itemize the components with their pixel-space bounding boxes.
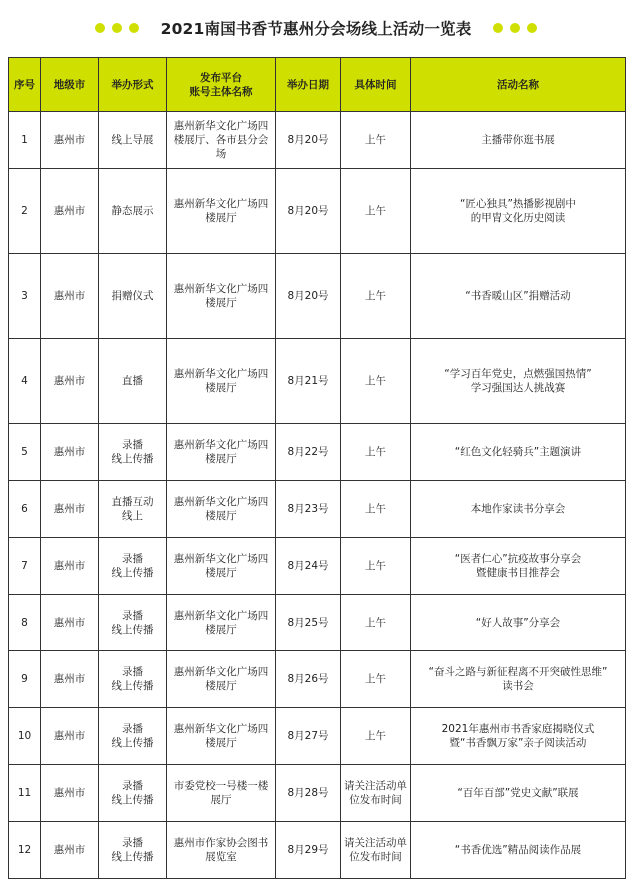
cell-date: 8月27号 [276, 708, 341, 765]
cell-form: 录播 线上传播 [99, 651, 167, 708]
cell-activity: “学习百年党史，点燃强国热情” 学习强国达人挑战赛 [411, 339, 626, 424]
cell-city: 惠州市 [41, 765, 99, 822]
dot-icon [510, 23, 520, 33]
cell-time: 上午 [341, 169, 411, 254]
cell-date: 8月23号 [276, 481, 341, 538]
cell-form: 录播 线上传播 [99, 765, 167, 822]
cell-date: 8月20号 [276, 112, 341, 169]
cell-time: 上午 [341, 708, 411, 765]
cell-time: 上午 [341, 481, 411, 538]
cell-city: 惠州市 [41, 254, 99, 339]
cell-date: 8月26号 [276, 651, 341, 708]
dot-icon [129, 23, 139, 33]
cell-activity: 2021年惠州市书香家庭揭晓仪式 暨“书香飘万家”亲子阅读活动 [411, 708, 626, 765]
cell-no: 9 [9, 651, 41, 708]
cell-platform: 惠州新华文化广场四楼展厅 [167, 595, 276, 651]
cell-no: 8 [9, 595, 41, 651]
cell-city: 惠州市 [41, 708, 99, 765]
cell-platform: 惠州新华文化广场四楼展厅 [167, 481, 276, 538]
header-city: 地级市 [41, 58, 99, 112]
cell-no: 3 [9, 254, 41, 339]
table-row [9, 595, 626, 651]
cell-platform: 惠州新华文化广场四楼展厅 [167, 339, 276, 424]
cell-time: 上午 [341, 595, 411, 651]
cell-time: 上午 [341, 112, 411, 169]
cell-time: 上午 [341, 339, 411, 424]
table-row [9, 765, 626, 822]
table-row [9, 481, 626, 538]
cell-platform: 惠州新华文化广场四楼展厅、各市县分会场 [167, 112, 276, 169]
cell-no: 10 [9, 708, 41, 765]
table-row [9, 424, 626, 481]
cell-date: 8月22号 [276, 424, 341, 481]
table-body [9, 112, 626, 879]
cell-form: 录播 线上传播 [99, 822, 167, 879]
title-row [0, 14, 632, 42]
cell-city: 惠州市 [41, 595, 99, 651]
header-time: 具体时间 [341, 58, 411, 112]
cell-platform: 惠州新华文化广场四楼展厅 [167, 169, 276, 254]
cell-form: 录播 线上传播 [99, 595, 167, 651]
table-row [9, 538, 626, 595]
cell-form: 直播 [99, 339, 167, 424]
cell-city: 惠州市 [41, 822, 99, 879]
cell-city: 惠州市 [41, 112, 99, 169]
cell-activity: “好人故事”分享会 [411, 595, 626, 651]
cell-form: 捐赠仪式 [99, 254, 167, 339]
cell-date: 8月24号 [276, 538, 341, 595]
cell-form: 静态展示 [99, 169, 167, 254]
header-platform: 发布平台 账号主体名称 [167, 58, 276, 112]
header-date: 举办日期 [276, 58, 341, 112]
cell-no: 6 [9, 481, 41, 538]
cell-date: 8月25号 [276, 595, 341, 651]
cell-platform: 惠州新华文化广场四楼展厅 [167, 651, 276, 708]
header-no: 序号 [9, 58, 41, 112]
page-title: 2021南国书香节惠州分会场线上活动一览表 [160, 20, 472, 38]
cell-activity: 主播带你逛书展 [411, 112, 626, 169]
table-row [9, 112, 626, 169]
cell-activity: “书香优选”精品阅读作品展 [411, 822, 626, 879]
cell-date: 8月20号 [276, 254, 341, 339]
cell-activity: “红色文化轻骑兵”主题演讲 [411, 424, 626, 481]
table-row [9, 339, 626, 424]
cell-platform: 惠州新华文化广场四楼展厅 [167, 424, 276, 481]
table-row [9, 651, 626, 708]
table-row [9, 254, 626, 339]
dot-icon [493, 23, 503, 33]
dot-icon [95, 23, 105, 33]
header-form: 举办形式 [99, 58, 167, 112]
cell-no: 1 [9, 112, 41, 169]
right-dots [493, 23, 537, 33]
cell-city: 惠州市 [41, 169, 99, 254]
cell-time: 上午 [341, 651, 411, 708]
cell-date: 8月20号 [276, 169, 341, 254]
left-dots [95, 23, 139, 33]
cell-form: 录播 线上传播 [99, 424, 167, 481]
cell-platform: 惠州市作家协会图书展览室 [167, 822, 276, 879]
cell-activity: “奋斗之路与新征程离不开突破性思维” 读书会 [411, 651, 626, 708]
dot-icon [527, 23, 537, 33]
cell-city: 惠州市 [41, 538, 99, 595]
cell-city: 惠州市 [41, 424, 99, 481]
cell-platform: 惠州新华文化广场四楼展厅 [167, 538, 276, 595]
cell-time: 上午 [341, 254, 411, 339]
activity-table [8, 57, 626, 879]
table-row [9, 169, 626, 254]
cell-activity: “书香暖山区”捐赠活动 [411, 254, 626, 339]
cell-form: 直播互动 线上 [99, 481, 167, 538]
cell-time: 上午 [341, 538, 411, 595]
cell-no: 7 [9, 538, 41, 595]
table-row [9, 708, 626, 765]
header-activity: 活动名称 [411, 58, 626, 112]
cell-activity: “百年百部”党史文献”联展 [411, 765, 626, 822]
cell-platform: 惠州新华文化广场四楼展厅 [167, 708, 276, 765]
dot-icon [112, 23, 122, 33]
cell-no: 12 [9, 822, 41, 879]
table-row [9, 822, 626, 879]
cell-activity: “医者仁心”抗疫故事分享会 暨健康书目推荐会 [411, 538, 626, 595]
cell-time: 请关注活动单位发布时间 [341, 822, 411, 879]
cell-form: 线上导展 [99, 112, 167, 169]
cell-no: 5 [9, 424, 41, 481]
cell-city: 惠州市 [41, 339, 99, 424]
cell-date: 8月28号 [276, 765, 341, 822]
cell-date: 8月21号 [276, 339, 341, 424]
cell-form: 录播 线上传播 [99, 708, 167, 765]
cell-platform: 市委党校一号楼一楼展厅 [167, 765, 276, 822]
cell-date: 8月29号 [276, 822, 341, 879]
cell-activity: 本地作家读书分享会 [411, 481, 626, 538]
table-header-row [9, 58, 626, 112]
cell-time: 上午 [341, 424, 411, 481]
cell-no: 2 [9, 169, 41, 254]
cell-form: 录播 线上传播 [99, 538, 167, 595]
cell-time: 请关注活动单位发布时间 [341, 765, 411, 822]
cell-no: 4 [9, 339, 41, 424]
cell-no: 11 [9, 765, 41, 822]
cell-platform: 惠州新华文化广场四楼展厅 [167, 254, 276, 339]
cell-city: 惠州市 [41, 651, 99, 708]
cell-activity: “匠心独具”热播影视剧中 的甲胄文化历史阅读 [411, 169, 626, 254]
cell-city: 惠州市 [41, 481, 99, 538]
